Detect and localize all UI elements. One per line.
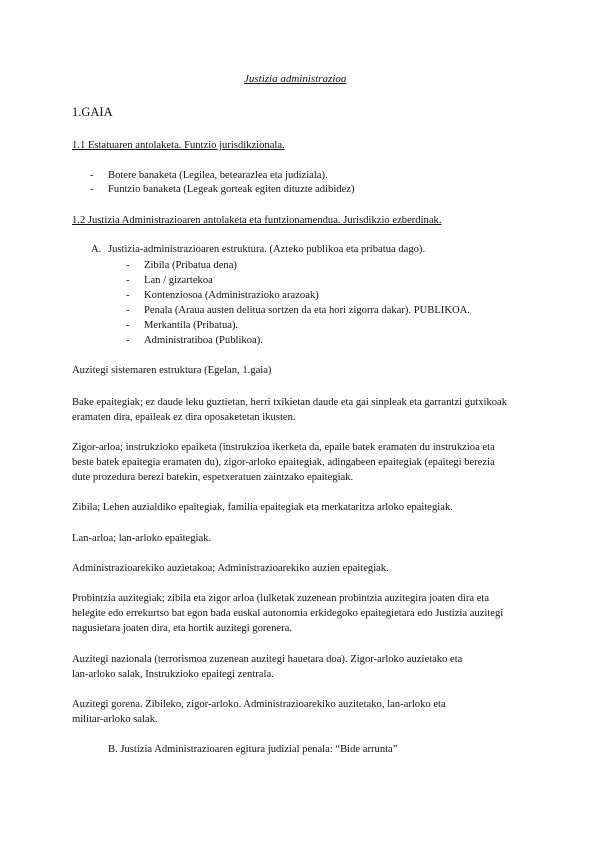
bullet-dash: - <box>126 320 130 331</box>
paragraph-line: Bake epaitegiak; ez daude leku guztietan, herri txikietan daude eta gai sinpleak eta garrantzi gutxikoak <box>72 397 508 408</box>
paragraph-line: Auzitegi gorena. Zibileko, zigor-arloko. Administrazioarekiko auzitetako, lan-arloko eta <box>72 699 446 710</box>
bullet-dash: - <box>126 290 130 301</box>
bullet-dash: - <box>126 305 130 316</box>
paragraph: Lan-arloa; lan-arloko epaitegiak. <box>72 533 212 544</box>
bullet-dash: - <box>126 335 130 346</box>
paragraph-line: lan-arloko salak, Instrukzioko epaitegi zentrala. <box>72 669 274 680</box>
bullet-dash: - <box>126 260 130 271</box>
list-item-a: Justizia-administrazioaren estruktura. (Azteko publikoa eta pribatua dago). <box>108 244 426 255</box>
paragraph-line: eramaten dira, epaileak ez dira oposaketetan ikusten. <box>72 412 296 423</box>
paragraph-line: Zigor-arloa; instrukzioko epaiketa (instrukzioa ikerketa da, epaile batek eramaten du instrukzioa eta <box>72 442 495 453</box>
paragraph-line: Auzitegi nazionala (terrorismoa zuzenean auzitegi hauetara doa). Zigor-arloko auzietako eta <box>72 654 463 665</box>
document-title: Justizia administrazioa <box>244 73 347 85</box>
section-heading-1-1: 1.1 Estatuaren antolaketa. Funtzio jurisdikzionala. <box>72 140 285 151</box>
bullet-dash: - <box>126 275 130 286</box>
paragraph-line: nagusietara joaten dira, eta hortik auzitegi gorenera. <box>72 623 293 634</box>
bullet-dash: - <box>90 170 94 181</box>
paragraph: Auzitegi sistemaren estruktura (Egelan, 1.gaia) <box>72 365 272 376</box>
bullet-item: Botere banaketa (Legilea, betearazlea eta judiziala). <box>108 170 328 181</box>
paragraph: Administrazioarekiko auzietakoa; Administrazioarekiko auzien epaitegiak. <box>72 563 389 574</box>
sub-item: Merkantila (Pribatua). <box>144 320 239 331</box>
bullet-dash: - <box>90 184 94 195</box>
paragraph-line: dute prozedura berezi batekin, espetxeratuen zaintzako epaitegiak. <box>72 472 354 483</box>
paragraph-line: militar-arloko salak. <box>72 714 158 725</box>
sub-item: Zibila (Pribatua dena) <box>144 260 237 271</box>
paragraph-line: beste batek epaitegia eramaten du), zigor-arloko epaitegiak, adingabeen epaitegiak (epaitegi berezia <box>72 457 495 468</box>
list-item-b: B. Justizia Administrazioaren egitura judizial penala: “Bide arrunta” <box>108 744 398 755</box>
bullet-item: Funtzio banaketa (Legeak gorteak egiten dituzte adibidez) <box>108 184 355 195</box>
chapter-heading: 1.GAIA <box>72 105 113 119</box>
paragraph: Zibila; Lehen auzialdiko epaitegiak, familia epaitegiak eta merkataritza arloko epaitegiak. <box>72 502 453 513</box>
paragraph-line: helegite edo errekurtso bat egon bada euskal autonomia erkidegoko epaitegietara edo Justizia auzitegi <box>72 608 504 619</box>
paragraph-line: Probintzia auzitegiak; zibila eta zigor arloa (lulketak zuzenean probintzia auzitegira joaten dira eta <box>72 593 490 604</box>
sub-item: Kontenziosoa (Administrazioko arazoak) <box>144 290 319 301</box>
sub-item: Administratiboa (Publikoa). <box>144 335 263 346</box>
section-heading-1-2: 1.2 Justizia Administrazioaren antolaketa eta funtzionamendua. Jurisdikzio ezberdinak. <box>72 215 442 226</box>
sub-item: Lan / gizartekoa <box>144 275 213 286</box>
list-marker-a: A. <box>91 244 102 255</box>
sub-item: Penala (Arauа austen delitua sortzen da eta hori zigorra dakar). PUBLIKOA. <box>144 305 470 316</box>
